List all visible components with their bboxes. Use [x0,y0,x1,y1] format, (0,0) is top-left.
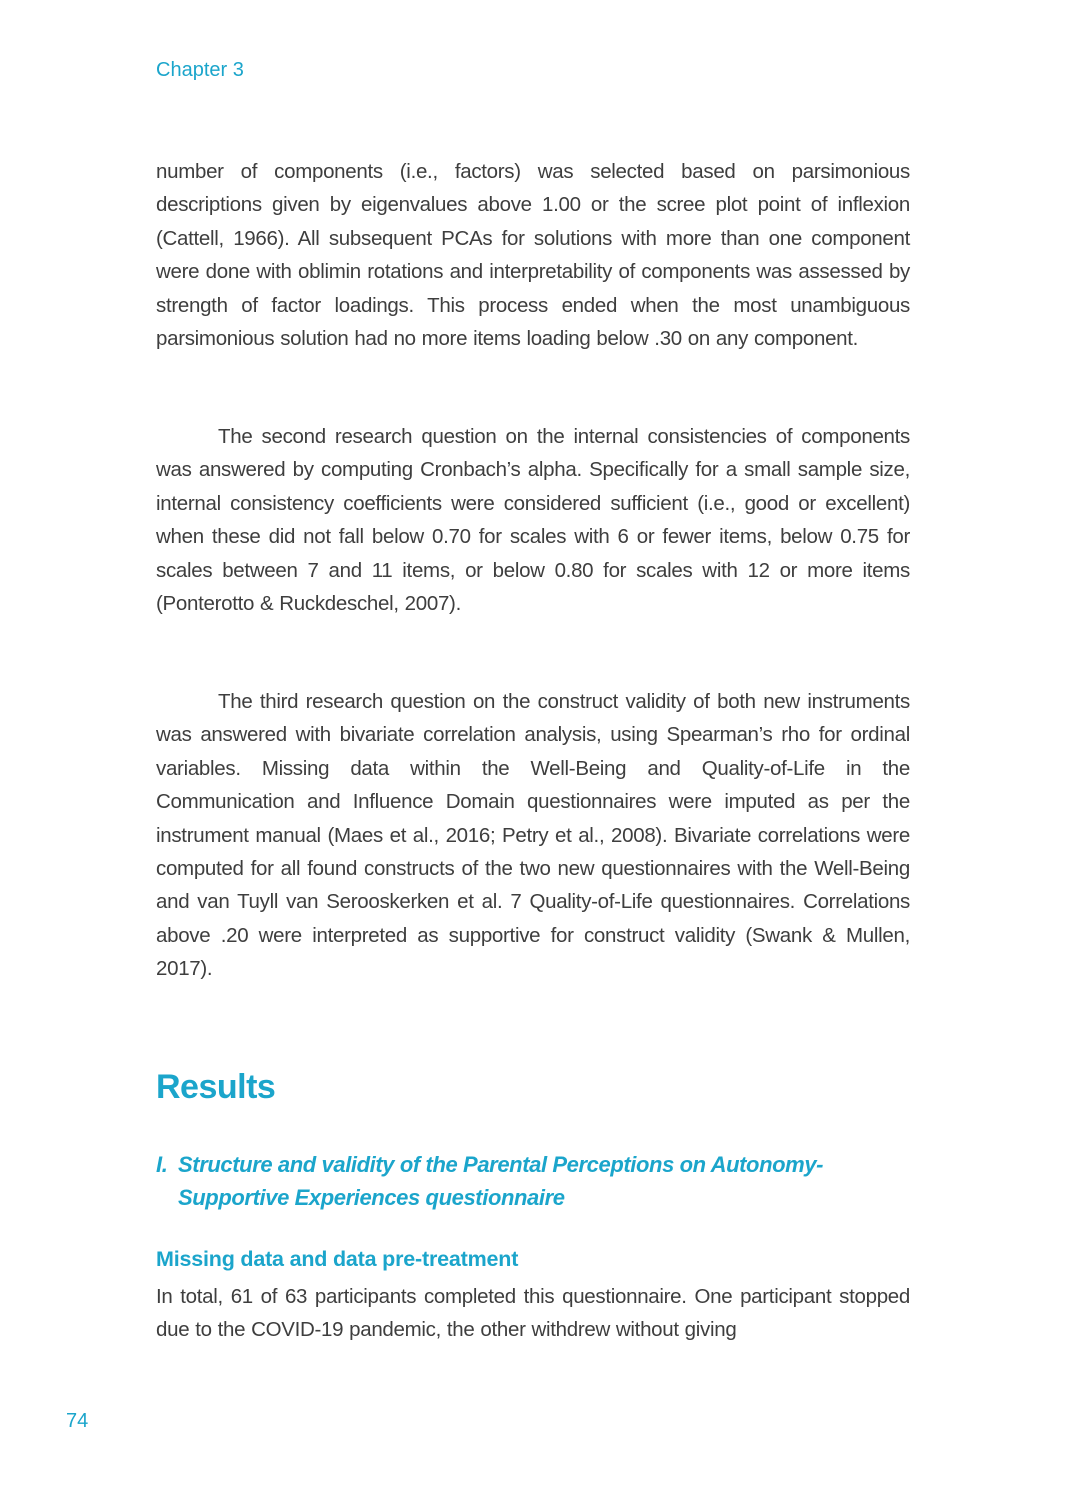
subsection-title: Structure and validity of the Parental Perceptions on Autonomy-Supportive Experiences questionnaire [178,1152,824,1210]
results-heading: Results [156,1068,276,1106]
body-paragraph-2: The second research question on the internal consistencies of components was answered by computing Cronbach’s alpha. Specifically for a small sample size, internal consistency coefficients were considered sufficient (i.e., good or excellent) when these did not fall below 0.70 for scales with 6 or fewer items, below 0.75 for scales between 7 and 11 items, or below 0.80 for scales with 12 or more items (Ponterotto & Ruckdeschel, 2007). [156,425,910,616]
body-paragraph-3: The third research question on the construct validity of both new instruments was answered with bivariate correlation analysis, using Spearman’s rho for ordinal variables. Missing data within the Well-Being and Quality-of-Life in the Communication and Influence Domain questionnaires were imputed as per the instrument manual (Maes et al., 2016; Petry et al., 2008). Bivariate correlations were computed for all found constructs of the two new questionnaires with the Well-Being and van Tuyll van Serooskerken et al. 7 Quality-of-Life questionnaires. Correlations above .20 were interpreted as supportive for construct validity (Swank & Mullen, 2017). [156,690,910,981]
subsection-number: I. [156,1152,168,1177]
missing-data-subheading: Missing data and data pre-treatment [156,1247,519,1271]
subsection-heading [156,1148,926,1214]
body-paragraph-4: In total, 61 of 63 participants completed this questionnaire. One participant stopped due to the COVID-19 pandemic, the other withdrew without giving [156,1285,910,1342]
running-header: Chapter 3 [156,59,244,81]
page-number: 74 [66,1410,89,1432]
body-paragraph-1: number of components (i.e., factors) was selected based on parsimonious descriptions given by eigenvalues above 1.00 or the scree plot point of inflexion (Cattell, 1966). All subsequent PCAs for solutions with more than one component were done with oblimin rotations and interpretability of components was assessed by strength of factor loadings. This process ended when the most unambiguous parsimonious solution had no more items loading below .30 on any component. [156,160,910,351]
